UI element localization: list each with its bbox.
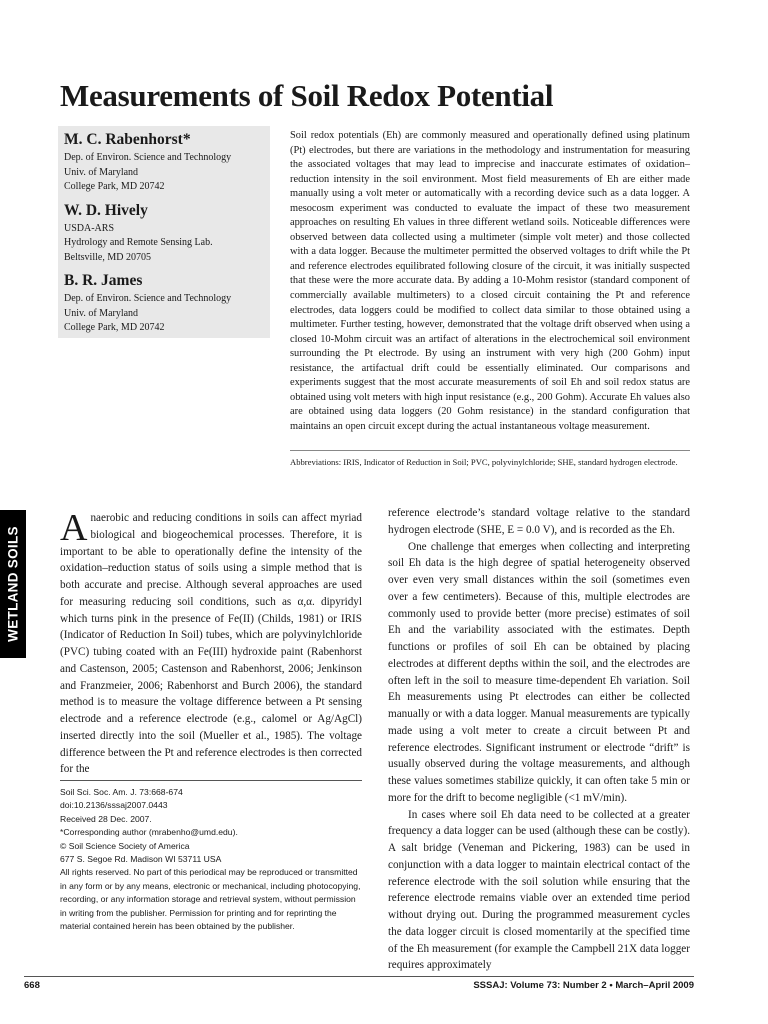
- intro-text: naerobic and reducing conditions in soils can affect myriad biological and biogeochemical processes. Therefore, it is important to be able to operationally define the intensity of the oxidation–reduction status of soils using a simple method that is both accurate and precise. Although several approaches are used for measuring reducing soil conditions, such as α,α. dipyridyl which turns pink in the presence of Fe(II) (Childs, 1981) or IRIS (Indicator of Reduction In Soil) tubes, which are polyvinylchloride (PVC) tubing coated with an Fe(III) hydroxide paint (Rabenhorst and Castenson, 2005; Castenson and Rabenhorst, 2006; Jenkinson and Franzmeier, 2006; Rabenhorst and Burch 2006), the standard method is to measure the voltage difference between a Pt sensing electrode and a reference electrode (e.g., calomel or Ag/AgCl) inserted directly into the soil (Mueller et al., 1985). The voltage difference between the Pt and reference electrodes is then corrected for the: [60, 512, 363, 776]
- body-paragraph: In cases where soil Eh data need to be collected at a greater frequency a data logger can be used (although these can be costly). A salt bridge (Veneman and Pickering, 1983) can be used in conjunction with a data logger to maintain electrical contact of the reference electrode with the soil solution while ensuring that the reference electrode remains viable over an extended time period without drying out. During the programmed measurement cycles the data logger circuit is closed momentarily at the specified time of the Eh measurement (for example the Campbell 21X data logger requires approximately: [388, 808, 690, 972]
- abstract: Soil redox potentials (Eh) are commonly measured and operationally defined using platinum (Pt) electrodes, but there are variations in the methodology and instrumentation for measuring the associated voltages that may lead to imprecise and inaccurate estimates of oxidation–reduction intensity in the soil environment. Most field measurements of Eh are either made manually using a volt meter or automatically with a recording device such as a data logger. A mesocosm experiment was conducted to evaluate the impact of these two measurement approaches on resulting Eh values in three different wetland soils. Noticeable differences were observed between data collected using a multimeter (simple volt meter) and those collected with a data logger. Because the multimeter permitted the observed voltages to drift while the Pt and reference electrodes equilibrated following closure of the circuit, it was initially suspected that these were the more accurate data. By adding a 10-Mohm resistor (standard component of commercially available multimeters) to a closed circuit containing the Pt and reference electrodes, data loggers could be modified to collect data similar to those obtained using a multimeter. Further testing, however, demonstrated that the voltage drift observed when using a closed 10-Mohm circuit was an artifact of alterations in the electrochemical soil environment surrounding the Pt electrode. By using an instrument with very high (200 Gohm) input resistance, the artifactual drift could be essentially eliminated. Our comparisons and experiments suggest that the most accurate measurements of soil Eh and soil redox status are obtained using volt meters with high input resistance (e.g., 200 Gohm). Accurate Eh values also are obtained using data loggers (20 Gohm resistance) in the standard configuration that maintains an open circuit except during the actual instantaneous voltage measurement.: [290, 130, 690, 432]
- footnote-divider: [60, 780, 362, 781]
- copyright-line: © Soil Science Society of America: [60, 840, 190, 851]
- author-affiliation: College Park, MD 20742: [64, 322, 165, 333]
- publisher-address-line: 677 S. Segoe Rd. Madison WI 53711 USA: [60, 854, 222, 865]
- author-affiliation: USDA-ARS: [64, 222, 115, 234]
- author-affiliation: Beltsville, MD 20705: [64, 251, 151, 263]
- body-column-left: [60, 507, 363, 778]
- author-affiliation: Univ. of Maryland: [64, 307, 139, 319]
- rights-statement: All rights reserved. No part of this periodical may be reproduced or transmitted in any form or by any means, electronic or mechanical, including photocopying, recording, or any information storage and retrieval system, without permission in writing from the publisher. Permission for printing and for reprinting the material contained herein has been obtained by the publisher.: [60, 867, 361, 932]
- intro-paragraph: [60, 507, 363, 778]
- footnote-block: [60, 786, 362, 933]
- author-affiliation: Univ. of Maryland: [64, 166, 139, 178]
- author-affiliation: Hydrology and Remote Sensing Lab.: [64, 237, 213, 248]
- author-box: [58, 126, 270, 338]
- author-affiliation: Dep. of Environ. Science and Technology: [64, 152, 232, 163]
- author-affiliation: College Park, MD 20742: [64, 181, 165, 192]
- citation-line: Soil Sci. Soc. Am. J. 73:668-674: [60, 787, 183, 797]
- drop-cap: A: [60, 507, 88, 549]
- abbreviations: Abbreviations: IRIS, Indicator of Reduction in Soil; PVC, polyvinylchloride; SHE, standard hydrogen electrode.: [290, 457, 678, 467]
- corresponding-author-line: *Corresponding author (mrabenho@umd.edu).: [60, 827, 238, 838]
- section-side-tab-label: WETLAND SOILS: [5, 526, 21, 642]
- author-affiliation: Dep. of Environ. Science and Technology: [64, 293, 232, 304]
- article-title: Measurements of Soil Redox Potential: [60, 78, 554, 113]
- journal-issue-line: SSSAJ: Volume 73: Number 2 • March–April 2009: [473, 980, 694, 991]
- author-name: W. D. Hively: [64, 201, 148, 219]
- body-paragraph: reference electrode’s standard voltage relative to the standard hydrogen electrode (SHE, E = 0.0 V), and is recorded as the Eh.: [388, 507, 690, 536]
- author-block: [62, 201, 266, 266]
- author-block: [62, 130, 266, 195]
- doi-line: doi:10.2136/sssaj2007.0443: [60, 800, 168, 811]
- section-side-tab: [0, 510, 26, 658]
- author-name: B. R. James: [64, 272, 143, 289]
- body-paragraph: One challenge that emerges when collecting and interpreting soil Eh data is the high degree of spatial heterogeneity observed over even very small distances within the soil (sometimes even over a few centimeters). Because of this, multiple electrodes are commonly used to provide better (more precise) estimates of soil Eh and the variability associated with the estimates. Depth functions or profiles of soil Eh can be obtained by placing electrodes at different depths within the soil, and the electrodes are often left in the soil to measure time-dependent Eh variation. Soil Eh measurements using Pt electrodes can either be collected manually or with a data logger. Manual measurements are typically made using a volt meter to create a circuit between Pt and reference electrodes. Significant instrument or electrode “drift” is usually observed during the voltage measurements, and although these values sometimes stabilize quickly, it can often take 5 min or more for the drift to become negligible (<1 mV/min).: [388, 540, 690, 804]
- body-column-right: [388, 505, 690, 974]
- received-line: Received 28 Dec. 2007.: [60, 813, 152, 824]
- author-name: M. C. Rabenhorst*: [64, 131, 191, 148]
- page-number: 668: [24, 980, 40, 991]
- abbreviations-divider: [290, 450, 690, 451]
- author-block: [62, 271, 266, 336]
- footer-divider: [24, 976, 694, 977]
